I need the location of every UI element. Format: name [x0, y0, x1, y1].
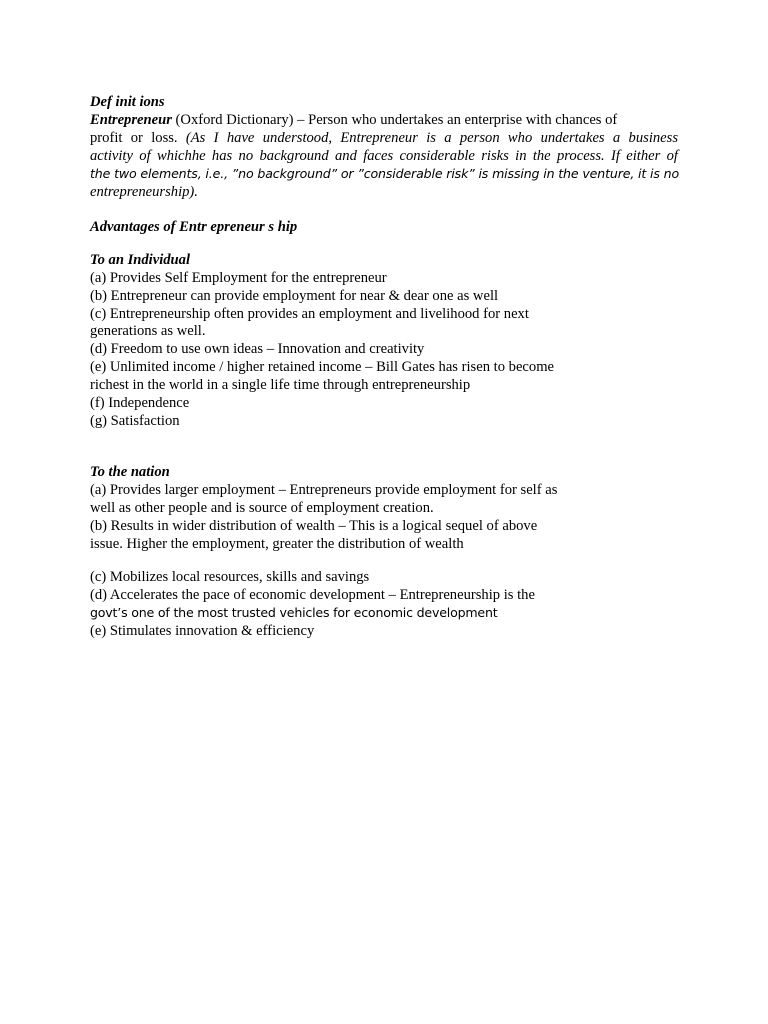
advantages-heading: Advantages of Entr epreneur s hip [90, 219, 298, 235]
list-item: (d) Accelerates the pace of economic development – Entrepreneurship is the [90, 587, 535, 603]
list-item: (a) Provides Self Employment for the entrepreneur [90, 270, 387, 286]
definition-line-5: entrepreneurship). [90, 184, 198, 200]
list-item: well as other people and is source of employment creation. [90, 500, 434, 516]
definition-line-3: activity of whichhe has no background and faces considerable risks in the process. If either of [90, 148, 678, 164]
individual-heading: To an Individual [90, 252, 191, 268]
list-item: (b) Results in wider distribution of wealth – This is a logical sequel of above [90, 518, 538, 534]
definition-line-2 [90, 129, 678, 147]
term-entrepreneur: Entrepreneur [90, 112, 172, 128]
list-item: (e) Stimulates innovation & efficiency [90, 623, 315, 639]
definition-line-1 [90, 111, 617, 129]
list-item: govt’s one of the most trusted vehicles for economic development [90, 605, 498, 620]
list-item: (g) Satisfaction [90, 413, 180, 429]
list-item: (f) Independence [90, 395, 190, 411]
definition-source: (Oxford Dictionary) – Person who undertakes an enterprise with chances of [171, 112, 618, 128]
definitions-heading: Def init ions [90, 94, 165, 110]
list-item: (a) Provides larger employment – Entrepreneurs provide employment for self as [90, 482, 558, 498]
list-item: (c) Mobilizes local resources, skills and savings [90, 569, 370, 585]
definition-line-2-italic: (As I have understood, Entrepreneur is a person who undertakes a business [185, 130, 679, 146]
list-item: (b) Entrepreneur can provide employment for near & dear one as well [90, 288, 499, 304]
definition-line-2-plain: profit or loss. [90, 130, 186, 146]
nation-heading: To the nation [90, 464, 170, 480]
list-item: (d) Freedom to use own ideas – Innovation and creativity [90, 341, 425, 357]
definition-line-4: the two elements, i.e., ”no background” or ”considerable risk” is missing in the venture, it is no [90, 166, 680, 181]
list-item: richest in the world in a single life time through entrepreneurship [90, 377, 471, 393]
list-item: (c) Entrepreneurship often provides an employment and livelihood for next [90, 306, 529, 322]
list-item: issue. Higher the employment, greater the distribution of wealth [90, 536, 464, 552]
list-item: generations as well. [90, 323, 206, 339]
list-item: (e) Unlimited income / higher retained income – Bill Gates has risen to become [90, 359, 555, 375]
